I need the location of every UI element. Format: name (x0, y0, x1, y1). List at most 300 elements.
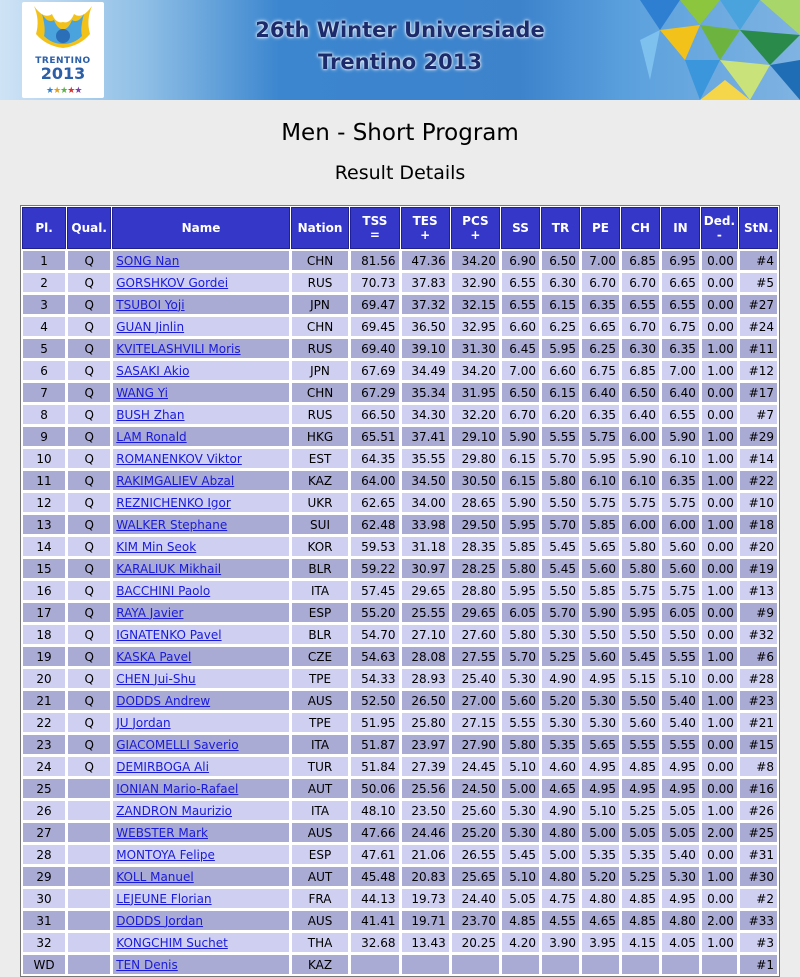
skater-name-link[interactable]: TSUBOI Yoji (116, 297, 185, 312)
cell-tr: 5.30 (541, 624, 580, 645)
table-row (22, 316, 778, 337)
cell-deductions: 0.00 (701, 734, 738, 755)
cell-tr: 5.45 (541, 536, 580, 557)
cell-qualified (67, 778, 111, 799)
cell-deductions: 0.00 (701, 756, 738, 777)
cell-pcs: 31.30 (451, 338, 500, 359)
cell-tss: 54.63 (350, 646, 399, 667)
cell-ss: 6.90 (501, 250, 540, 271)
logo-emblem-icon (22, 2, 104, 56)
cell-start-number: #6 (739, 646, 778, 667)
cell-name (112, 536, 290, 557)
cell-start-number: #29 (739, 426, 778, 447)
cell-qualified: Q (67, 624, 111, 645)
skater-name-link[interactable]: BACCHINI Paolo (116, 583, 211, 598)
cell-pe: 6.75 (581, 360, 620, 381)
logo-stars-icon: ★★★★★ (46, 86, 82, 96)
cell-pcs: 25.40 (451, 668, 500, 689)
cell-name (112, 910, 290, 931)
cell-pe: 3.95 (581, 932, 620, 953)
cell-deductions: 0.00 (701, 382, 738, 403)
col-header-pe: PE (581, 207, 620, 249)
pcs-label: PCS (462, 214, 489, 228)
col-header-place: Pl. (22, 207, 66, 249)
cell-place: 26 (22, 800, 66, 821)
cell-pcs: 30.50 (451, 470, 500, 491)
cell-pe: 6.25 (581, 338, 620, 359)
skater-name-link[interactable]: RAKIMGALIEV Abzal (116, 473, 235, 488)
cell-tss: 65.51 (350, 426, 399, 447)
cell-pe: 5.30 (581, 690, 620, 711)
cell-in: 6.35 (661, 338, 700, 359)
cell-ch: 6.70 (621, 316, 660, 337)
ded-operator: - (716, 228, 722, 242)
col-header-qualified: Qual. (67, 207, 111, 249)
cell-place: 10 (22, 448, 66, 469)
cell-name (112, 690, 290, 711)
skater-name-link[interactable]: WANG Yi (116, 385, 168, 400)
cell-place: 32 (22, 932, 66, 953)
cell-deductions: 1.00 (701, 338, 738, 359)
cell-nation: CHN (291, 250, 349, 271)
cell-tss: 54.33 (350, 668, 399, 689)
cell-pe: 6.35 (581, 404, 620, 425)
cell-tes: 34.50 (401, 470, 450, 491)
cell-deductions: 1.00 (701, 580, 738, 601)
cell-ch (621, 954, 660, 975)
cell-name (112, 338, 290, 359)
cell-place: 19 (22, 646, 66, 667)
table-row (22, 954, 778, 975)
cell-ch: 5.50 (621, 624, 660, 645)
cell-tr: 4.80 (541, 866, 580, 887)
cell-ss: 6.55 (501, 294, 540, 315)
cell-place: 12 (22, 492, 66, 513)
cell-qualified: Q (67, 382, 111, 403)
table-row (22, 800, 778, 821)
table-row (22, 536, 778, 557)
cell-ch: 4.85 (621, 888, 660, 909)
cell-tss: 62.48 (350, 514, 399, 535)
cell-nation: ITA (291, 580, 349, 601)
skater-name-link[interactable]: DEMIRBOGA Ali (116, 759, 209, 774)
cell-qualified: Q (67, 470, 111, 491)
skater-name-link[interactable]: LEJEUNE Florian (116, 891, 212, 906)
cell-ch: 5.05 (621, 822, 660, 843)
skater-name-link[interactable]: IONIAN Mario-Rafael (116, 781, 239, 796)
skater-name-link[interactable]: ROMANENKOV Viktor (116, 451, 242, 466)
cell-place: 11 (22, 470, 66, 491)
table-row (22, 338, 778, 359)
cell-tes: 47.36 (401, 250, 450, 271)
cell-ss: 5.30 (501, 800, 540, 821)
tss-label: TSS (362, 214, 388, 228)
cell-pe: 6.40 (581, 382, 620, 403)
cell-tr: 5.70 (541, 602, 580, 623)
skater-name-link[interactable]: GIACOMELLI Saverio (116, 737, 239, 752)
cell-tes (401, 954, 450, 975)
cell-ch: 5.75 (621, 580, 660, 601)
cell-nation: ITA (291, 800, 349, 821)
cell-pcs: 24.40 (451, 888, 500, 909)
cell-ch: 4.85 (621, 756, 660, 777)
universiade-logo (22, 2, 104, 98)
cell-tss: 69.45 (350, 316, 399, 337)
cell-pcs: 29.80 (451, 448, 500, 469)
cell-tr: 5.70 (541, 448, 580, 469)
cell-deductions: 0.00 (701, 316, 738, 337)
cell-start-number: #16 (739, 778, 778, 799)
skater-name-link[interactable]: TEN Denis (116, 957, 178, 972)
cell-tss: 50.06 (350, 778, 399, 799)
cell-nation: KOR (291, 536, 349, 557)
banner-title-line2: Trentino 2013 (318, 50, 482, 74)
cell-tr: 5.35 (541, 734, 580, 755)
cell-in: 5.40 (661, 844, 700, 865)
skater-name-link[interactable]: LAM Ronald (116, 429, 187, 444)
table-row (22, 888, 778, 909)
cell-in: 6.10 (661, 448, 700, 469)
cell-start-number: #27 (739, 294, 778, 315)
cell-tes: 27.39 (401, 756, 450, 777)
cell-qualified: Q (67, 338, 111, 359)
cell-pe: 5.35 (581, 844, 620, 865)
cell-tss: 51.87 (350, 734, 399, 755)
cell-in: 5.75 (661, 580, 700, 601)
cell-nation: BLR (291, 558, 349, 579)
cell-place: 29 (22, 866, 66, 887)
cell-nation: TUR (291, 756, 349, 777)
page-subtitle: Result Details (334, 162, 466, 184)
col-header-ss: SS (501, 207, 540, 249)
cell-start-number: #9 (739, 602, 778, 623)
cell-ch: 5.90 (621, 448, 660, 469)
banner-title-line1: 26th Winter Universiade (255, 18, 545, 42)
cell-ch: 5.45 (621, 646, 660, 667)
skater-name-link[interactable]: KONGCHIM Suchet (116, 935, 228, 950)
cell-start-number: #19 (739, 558, 778, 579)
cell-in: 5.60 (661, 558, 700, 579)
cell-pcs: 32.20 (451, 404, 500, 425)
table-row (22, 404, 778, 425)
cell-qualified: Q (67, 426, 111, 447)
cell-tss: 81.56 (350, 250, 399, 271)
skater-name-link[interactable]: DODDS Andrew (116, 693, 211, 708)
cell-ss: 5.00 (501, 778, 540, 799)
cell-pe: 5.20 (581, 866, 620, 887)
cell-name (112, 316, 290, 337)
skater-name-link[interactable]: JU Jordan (116, 715, 171, 730)
cell-nation: CZE (291, 646, 349, 667)
cell-in: 6.95 (661, 250, 700, 271)
table-row (22, 448, 778, 469)
skater-name-link[interactable]: KARALIUK Mikhail (116, 561, 222, 576)
cell-in: 5.60 (661, 536, 700, 557)
cell-deductions: 1.00 (701, 470, 738, 491)
cell-tss: 66.50 (350, 404, 399, 425)
cell-deductions (701, 954, 738, 975)
cell-ch: 6.00 (621, 514, 660, 535)
cell-ch: 4.15 (621, 932, 660, 953)
col-header-deductions (701, 207, 738, 249)
skater-name-link[interactable]: KOLL Manuel (116, 869, 194, 884)
cell-in: 5.40 (661, 690, 700, 711)
table-row (22, 756, 778, 777)
cell-ss: 6.45 (501, 338, 540, 359)
skater-name-link[interactable]: SONG Nan (116, 253, 180, 268)
cell-name (112, 822, 290, 843)
tes-label: TES (412, 214, 438, 228)
skater-name-link[interactable]: ZANDRON Maurizio (116, 803, 233, 818)
cell-ss: 6.70 (501, 404, 540, 425)
cell-tss: 47.61 (350, 844, 399, 865)
table-row (22, 360, 778, 381)
cell-in: 4.05 (661, 932, 700, 953)
cell-in: 5.40 (661, 712, 700, 733)
cell-place: 17 (22, 602, 66, 623)
skater-name-link[interactable]: RAYA Javier (116, 605, 184, 620)
skater-name-link[interactable]: CHEN Jui-Shu (116, 671, 196, 686)
cell-place: 5 (22, 338, 66, 359)
cell-tes: 30.97 (401, 558, 450, 579)
cell-pcs: 28.25 (451, 558, 500, 579)
logo-word: TRENTINO (35, 56, 91, 66)
cell-nation: AUT (291, 778, 349, 799)
cell-ch: 5.50 (621, 690, 660, 711)
cell-tss: 69.40 (350, 338, 399, 359)
cell-tes: 34.49 (401, 360, 450, 381)
cell-start-number: #15 (739, 734, 778, 755)
cell-start-number: #23 (739, 690, 778, 711)
cell-pcs: 34.20 (451, 360, 500, 381)
table-row (22, 910, 778, 931)
cell-ss: 5.55 (501, 712, 540, 733)
cell-pcs: 32.15 (451, 294, 500, 315)
cell-qualified: Q (67, 580, 111, 601)
cell-in: 5.50 (661, 624, 700, 645)
cell-ss: 5.80 (501, 558, 540, 579)
cell-deductions: 0.00 (701, 250, 738, 271)
cell-name (112, 888, 290, 909)
cell-nation: AUS (291, 910, 349, 931)
cell-tss: 64.00 (350, 470, 399, 491)
cell-deductions: 1.00 (701, 866, 738, 887)
skater-name-link[interactable]: REZNICHENKO Igor (116, 495, 231, 510)
cell-start-number: #2 (739, 888, 778, 909)
cell-tss: 54.70 (350, 624, 399, 645)
cell-qualified: Q (67, 536, 111, 557)
cell-place: 20 (22, 668, 66, 689)
cell-pcs: 29.50 (451, 514, 500, 535)
cell-nation: SUI (291, 514, 349, 535)
cell-tss: 47.66 (350, 822, 399, 843)
cell-tr: 4.75 (541, 888, 580, 909)
cell-tss: 51.95 (350, 712, 399, 733)
cell-ss: 5.10 (501, 866, 540, 887)
banner-title (240, 14, 560, 78)
cell-pe (581, 954, 620, 975)
cell-name (112, 624, 290, 645)
cell-tes: 36.50 (401, 316, 450, 337)
cell-tr: 4.90 (541, 668, 580, 689)
cell-deductions: 0.00 (701, 778, 738, 799)
cell-name (112, 712, 290, 733)
cell-name (112, 954, 290, 975)
skater-name-link[interactable]: GUAN Jinlin (116, 319, 185, 334)
cell-pe: 4.80 (581, 888, 620, 909)
cell-in: 4.80 (661, 910, 700, 931)
cell-tes: 27.10 (401, 624, 450, 645)
cell-name (112, 448, 290, 469)
skater-name-link[interactable]: IGNATENKO Pavel (116, 627, 222, 642)
skater-name-link[interactable]: WALKER Stephane (116, 517, 228, 532)
cell-pe: 6.70 (581, 272, 620, 293)
skater-name-link[interactable]: GORSHKOV Gordei (116, 275, 229, 290)
cell-place: 15 (22, 558, 66, 579)
cell-pe: 5.90 (581, 602, 620, 623)
cell-ss: 5.95 (501, 514, 540, 535)
cell-qualified: Q (67, 734, 111, 755)
cell-ch: 5.95 (621, 602, 660, 623)
cell-ch: 6.85 (621, 360, 660, 381)
skater-name-link[interactable]: DODDS Jordan (116, 913, 204, 928)
cell-in: 6.55 (661, 294, 700, 315)
table-row (22, 558, 778, 579)
cell-place: WD (22, 954, 66, 975)
table-row (22, 734, 778, 755)
cell-tr: 5.55 (541, 426, 580, 447)
col-header-pcs (451, 207, 500, 249)
skater-name-link[interactable]: KASKA Pavel (116, 649, 192, 664)
cell-deductions: 0.00 (701, 404, 738, 425)
skater-name-link[interactable]: KIM Min Seok (116, 539, 197, 554)
cell-tes: 35.34 (401, 382, 450, 403)
cell-name (112, 756, 290, 777)
cell-nation: CHN (291, 316, 349, 337)
cell-deductions: 0.00 (701, 602, 738, 623)
cell-nation: RUS (291, 272, 349, 293)
cell-start-number: #11 (739, 338, 778, 359)
cell-ch: 5.35 (621, 844, 660, 865)
cell-deductions: 0.00 (701, 272, 738, 293)
cell-pcs: 20.25 (451, 932, 500, 953)
cell-ss: 5.90 (501, 426, 540, 447)
cell-pcs: 34.20 (451, 250, 500, 271)
cell-start-number: #20 (739, 536, 778, 557)
skater-name-link[interactable]: MONTOYA Felipe (116, 847, 215, 862)
cell-nation: ESP (291, 844, 349, 865)
cell-name (112, 602, 290, 623)
cell-tes: 34.00 (401, 492, 450, 513)
skater-name-link[interactable]: WEBSTER Mark (116, 825, 208, 840)
cell-ss (501, 954, 540, 975)
cell-in: 5.55 (661, 734, 700, 755)
cell-tes: 25.56 (401, 778, 450, 799)
tes-operator: + (420, 228, 431, 242)
cell-in: 6.55 (661, 404, 700, 425)
cell-nation: TPE (291, 712, 349, 733)
logo-year: 2013 (40, 64, 86, 83)
table-row (22, 382, 778, 403)
cell-tr: 5.50 (541, 580, 580, 601)
cell-ss: 5.80 (501, 624, 540, 645)
cell-tr: 5.30 (541, 712, 580, 733)
cell-in: 6.75 (661, 316, 700, 337)
cell-in (661, 954, 700, 975)
cell-pe: 5.50 (581, 624, 620, 645)
cell-place: 21 (22, 690, 66, 711)
cell-qualified (67, 888, 111, 909)
skater-name-link[interactable]: SASAKI Akio (116, 363, 190, 378)
cell-ch: 4.85 (621, 910, 660, 931)
cell-ch: 6.40 (621, 404, 660, 425)
skater-name-link[interactable]: KVITELASHVILI Moris (116, 341, 241, 356)
page-title: Men - Short Program (281, 120, 519, 146)
cell-name (112, 646, 290, 667)
cell-tr: 5.70 (541, 514, 580, 535)
table-row (22, 646, 778, 667)
cell-pe: 6.10 (581, 470, 620, 491)
cell-deductions: 1.00 (701, 646, 738, 667)
cell-in: 5.30 (661, 866, 700, 887)
cell-pe: 4.65 (581, 910, 620, 931)
cell-qualified: Q (67, 712, 111, 733)
cell-start-number: #18 (739, 514, 778, 535)
cell-nation: EST (291, 448, 349, 469)
cell-qualified (67, 954, 111, 975)
table-row (22, 602, 778, 623)
cell-ss: 7.00 (501, 360, 540, 381)
cell-pcs: 27.60 (451, 624, 500, 645)
cell-qualified: Q (67, 602, 111, 623)
cell-pe: 6.65 (581, 316, 620, 337)
cell-tes: 28.93 (401, 668, 450, 689)
cell-pe: 5.95 (581, 448, 620, 469)
cell-tr: 5.95 (541, 338, 580, 359)
cell-tr: 6.30 (541, 272, 580, 293)
table-header-row (22, 207, 778, 249)
results-table (20, 205, 780, 977)
cell-ss: 5.30 (501, 822, 540, 843)
cell-deductions: 1.00 (701, 690, 738, 711)
cell-deductions: 1.00 (701, 448, 738, 469)
cell-in: 5.90 (661, 426, 700, 447)
cell-tr: 5.45 (541, 558, 580, 579)
cell-in: 6.00 (661, 514, 700, 535)
cell-place: 31 (22, 910, 66, 931)
cell-place: 16 (22, 580, 66, 601)
table-row (22, 514, 778, 535)
cell-tr: 4.60 (541, 756, 580, 777)
cell-place: 9 (22, 426, 66, 447)
cell-start-number: #7 (739, 404, 778, 425)
cell-in: 6.40 (661, 382, 700, 403)
cell-start-number: #24 (739, 316, 778, 337)
cell-start-number: #31 (739, 844, 778, 865)
pcs-operator: + (470, 228, 481, 242)
cell-tss: 51.84 (350, 756, 399, 777)
cell-ss: 6.55 (501, 272, 540, 293)
cell-in: 4.95 (661, 888, 700, 909)
cell-deductions: 0.00 (701, 624, 738, 645)
cell-place: 4 (22, 316, 66, 337)
cell-place: 23 (22, 734, 66, 755)
cell-name (112, 866, 290, 887)
cell-tss: 48.10 (350, 800, 399, 821)
skater-name-link[interactable]: BUSH Zhan (116, 407, 185, 422)
cell-qualified (67, 910, 111, 931)
cell-pcs: 24.45 (451, 756, 500, 777)
